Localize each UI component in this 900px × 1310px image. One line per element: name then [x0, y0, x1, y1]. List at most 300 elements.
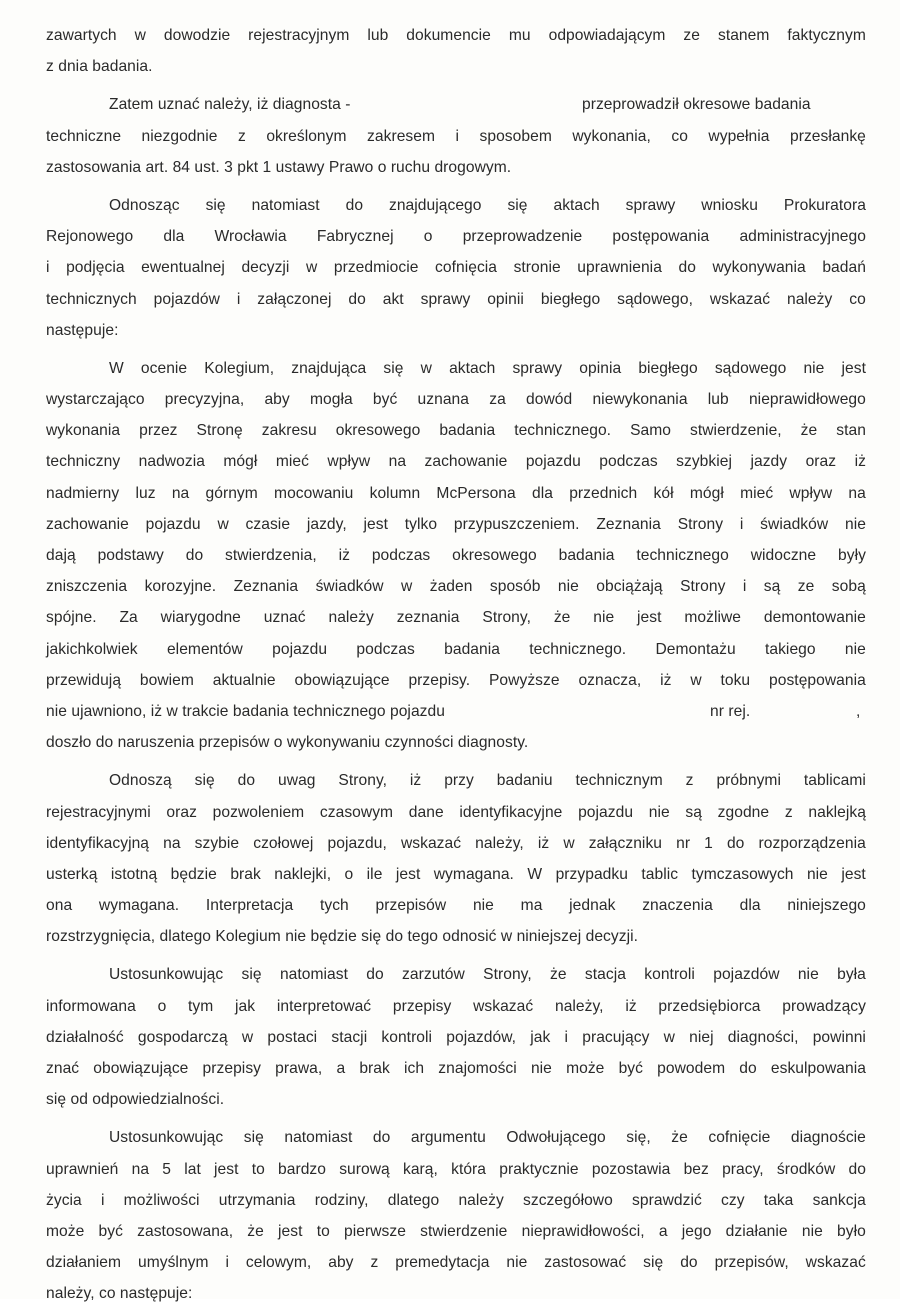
word: rodziny,	[314, 1191, 369, 1209]
word: luz	[135, 484, 156, 502]
word: dowodzie	[163, 27, 231, 44]
paragraph	[46, 20, 866, 82]
word: a	[658, 1222, 668, 1240]
word: z	[237, 127, 246, 145]
text-segment: nie ujawniono, iż w trakcie badania technicznego pojazdu	[46, 702, 445, 720]
word: na	[388, 453, 407, 471]
word: Strony,	[338, 772, 388, 790]
text-line	[46, 540, 866, 571]
word: stwierdzenie,	[690, 422, 782, 440]
word: o	[344, 865, 354, 883]
paragraph	[46, 190, 866, 346]
word: postaci	[267, 1028, 318, 1046]
word: się	[194, 772, 215, 790]
word: i	[564, 1028, 569, 1046]
word: może	[566, 1060, 605, 1077]
word: w	[400, 578, 413, 596]
word: środków	[776, 1160, 836, 1178]
word: uznana	[417, 391, 470, 409]
word: przesłankę	[789, 127, 866, 145]
word: opinii	[487, 290, 524, 308]
word: tym	[188, 997, 214, 1015]
word: lub	[367, 27, 389, 44]
word: nieprawidłowości,	[521, 1222, 645, 1240]
word: aby	[328, 1254, 354, 1272]
word: nadwozia	[138, 453, 205, 471]
word: że	[550, 966, 567, 984]
word: możliwości	[123, 1191, 200, 1209]
word: w	[563, 834, 575, 852]
word: opinia	[579, 359, 622, 377]
word: administracyjnego	[739, 228, 866, 246]
word: elementów	[166, 640, 243, 658]
text-segment: ,	[856, 702, 861, 720]
word: mógł	[689, 484, 724, 502]
word: świadków	[760, 515, 829, 533]
word: gospodarczą	[137, 1028, 228, 1046]
word: iż	[854, 453, 866, 471]
word: Zeznania	[233, 578, 299, 596]
word: być	[98, 1222, 123, 1240]
word: podjęcia	[66, 259, 125, 277]
word: W	[527, 865, 543, 883]
word: mieć	[275, 453, 309, 471]
paragraph	[46, 765, 866, 952]
text-segment: przeprowadził okresowe badania	[582, 96, 811, 114]
word: nie	[844, 640, 866, 658]
word: podczas	[356, 640, 415, 658]
word: przepisy	[202, 1060, 262, 1077]
word: nie	[593, 609, 615, 627]
paragraph-gap	[46, 82, 866, 89]
word: szczegółowo	[523, 1191, 613, 1209]
word: pojazdów	[713, 966, 780, 984]
word: się	[243, 1129, 264, 1147]
word: badaniu	[496, 772, 553, 790]
word: Prokuratora	[783, 196, 866, 214]
word: takiego	[764, 640, 816, 658]
word: wykonania	[46, 422, 121, 440]
text-line	[46, 353, 866, 384]
word: czołowej	[253, 834, 314, 852]
word: zachowanie	[424, 453, 508, 471]
word: wiarygodne	[160, 609, 241, 627]
word: prowadzący	[782, 997, 866, 1015]
text-line	[46, 797, 866, 828]
text-segment: nr rej.	[710, 702, 751, 720]
word: próbnymi	[716, 772, 781, 790]
word: do	[726, 834, 745, 852]
word: nr	[676, 834, 691, 852]
word: w	[690, 671, 702, 689]
text-line: z dnia badania.	[46, 58, 153, 76]
word: zastosować	[544, 1254, 627, 1272]
word: jest	[278, 1222, 303, 1240]
word: ewentualnej	[141, 259, 225, 277]
word: aktualnie	[212, 671, 276, 689]
word: nieprawidłowego	[748, 391, 866, 409]
word: tylko	[404, 515, 438, 533]
word: Strony	[677, 515, 724, 533]
word: należy	[328, 609, 374, 627]
word: okresowego	[335, 422, 421, 440]
word: należy,	[475, 834, 524, 852]
word: jazdy	[750, 453, 788, 471]
word: do	[185, 547, 204, 564]
word: uprawnień	[46, 1160, 119, 1178]
word: Samo	[630, 422, 672, 440]
word: na	[171, 484, 190, 502]
word: nadmierny	[46, 484, 120, 502]
word: sprawy	[420, 290, 471, 308]
word: pojazdu	[578, 803, 634, 821]
text-line	[46, 478, 866, 509]
word: pracy,	[722, 1160, 764, 1178]
word: iż	[660, 671, 672, 689]
word: nie	[806, 865, 828, 883]
text-line	[46, 991, 866, 1022]
word: ile	[366, 865, 383, 883]
word: widoczne	[750, 547, 817, 564]
word: przedmiocie	[333, 259, 419, 277]
text-line	[46, 1122, 866, 1153]
text-line	[46, 89, 866, 120]
word: sankcja	[812, 1191, 866, 1209]
word: o	[423, 228, 433, 246]
word: przeprowadzenie	[462, 228, 583, 246]
word: precyzyjna,	[164, 391, 245, 409]
word: się	[383, 359, 404, 377]
text-line	[46, 384, 866, 415]
text-line: zastosowania art. 84 ust. 3 pkt 1 ustawy Prawo o ruchu drogowym.	[46, 158, 512, 176]
word: ze	[683, 27, 700, 44]
word: istotną	[110, 865, 158, 883]
word: Strony,	[483, 966, 532, 984]
word: to	[251, 1160, 265, 1178]
word: z	[370, 1254, 379, 1272]
word: przewidują	[46, 671, 122, 689]
word: badania	[558, 547, 615, 564]
word: załączonej	[257, 290, 332, 308]
word: dla	[739, 897, 761, 915]
text-line	[46, 509, 866, 540]
word: do	[848, 1160, 866, 1178]
word: na	[131, 1160, 150, 1178]
word: a	[336, 1060, 346, 1077]
word: że	[553, 609, 571, 627]
word: ocenie	[140, 359, 188, 377]
word: technicznego.	[514, 422, 612, 440]
text-line	[46, 190, 866, 221]
word: pozwoleniem	[212, 803, 305, 821]
word: na	[163, 834, 181, 852]
word: górnym	[205, 484, 258, 502]
word: sprawy	[512, 359, 563, 377]
word: w	[241, 1028, 254, 1046]
word: jak	[235, 997, 256, 1015]
paragraph	[46, 1122, 866, 1309]
word: i	[739, 515, 744, 533]
word: biegłego	[638, 359, 698, 377]
word: przepisów,	[714, 1254, 789, 1272]
word: iż	[409, 772, 422, 790]
word: wymagana.	[98, 897, 180, 915]
word: bowiem	[139, 671, 194, 689]
word: iż	[625, 997, 637, 1015]
word: bardzo	[278, 1160, 326, 1178]
text-line	[46, 602, 866, 633]
word: zeznania	[396, 609, 460, 627]
word: badania	[439, 422, 496, 440]
word: interpretować	[276, 997, 372, 1015]
word: niej	[689, 1028, 714, 1046]
word: uwag	[278, 772, 316, 790]
word: Za	[119, 609, 138, 627]
word: Powyższe	[488, 671, 560, 689]
word: pozostawia	[591, 1160, 671, 1178]
word: przez	[139, 422, 178, 440]
text-line	[46, 696, 866, 727]
word: kontroli	[381, 1028, 433, 1046]
word: żaden	[429, 578, 473, 596]
word: decyzji	[241, 259, 290, 277]
word: natomiast	[284, 1129, 353, 1147]
word: zgodne	[717, 803, 770, 821]
word: zachowanie	[46, 515, 129, 533]
word: na	[848, 484, 866, 502]
word: tymczasowych	[691, 865, 794, 883]
word: pracujący	[582, 1028, 650, 1046]
word: umyślnym	[137, 1254, 209, 1272]
word: i	[46, 259, 50, 277]
word: rejestracyjnym	[248, 27, 350, 44]
text-segment: Zatem uznać należy, iż diagnosta -	[109, 96, 351, 114]
document-body	[46, 20, 866, 1310]
word: sposób	[489, 578, 541, 596]
text-line	[46, 890, 866, 921]
word: z	[784, 803, 793, 821]
word: to	[316, 1222, 330, 1240]
word: badania	[444, 640, 500, 658]
word: nie	[797, 966, 819, 984]
word: identyfikacyjną	[46, 834, 150, 852]
word: argumentu	[410, 1129, 486, 1147]
word: 1	[704, 834, 713, 852]
word: brak	[230, 865, 261, 883]
word: obowiązujące	[93, 1060, 189, 1077]
paragraph	[46, 959, 866, 1115]
word: i	[742, 578, 747, 596]
word: czasowym	[319, 803, 394, 821]
word: badań	[822, 259, 866, 277]
word: aktach	[449, 359, 496, 377]
word: niewykonania	[592, 391, 688, 409]
word: demontowanie	[763, 609, 866, 627]
word: technicznego.	[529, 640, 627, 658]
word: za	[489, 391, 506, 409]
word: przypadku	[555, 865, 628, 883]
text-line	[46, 571, 866, 602]
word: podstawy	[97, 547, 164, 564]
word: Rejonowego	[46, 228, 134, 246]
word: mieć	[740, 484, 774, 502]
word: okresowego	[452, 547, 537, 564]
word: i	[225, 1254, 229, 1272]
word: były	[838, 547, 866, 564]
text-line	[46, 1053, 866, 1084]
word: aby	[264, 391, 290, 409]
word: premedytacja	[395, 1254, 490, 1272]
word: utrzymania	[218, 1191, 296, 1209]
word: jakichkolwiek	[46, 640, 138, 658]
word: możliwe	[684, 609, 742, 627]
word: są	[685, 803, 702, 821]
word: ma	[520, 897, 543, 915]
word: natomiast	[251, 196, 320, 214]
word: diagnoście	[790, 1129, 866, 1147]
word: w	[663, 1028, 675, 1046]
text-line	[46, 121, 866, 152]
word: do	[348, 290, 366, 308]
word: oraz	[805, 453, 837, 471]
word: mogła	[309, 391, 353, 409]
word: stan	[836, 422, 866, 440]
word: działalność	[46, 1028, 124, 1046]
word: prawa,	[275, 1060, 323, 1077]
word: spójne.	[46, 609, 97, 627]
word: sposobem	[479, 127, 552, 145]
word: jest	[637, 609, 662, 627]
word: w	[306, 259, 318, 277]
word: jest	[214, 1160, 239, 1178]
word: dokumencie	[406, 27, 491, 44]
word: nie	[648, 803, 670, 821]
word: należy	[786, 290, 833, 308]
word: W	[109, 359, 124, 377]
word: w	[420, 359, 432, 377]
text-line	[46, 665, 866, 696]
text-line	[46, 252, 866, 283]
word: pojazdów,	[446, 1028, 517, 1046]
text-line: następuje:	[46, 321, 119, 339]
word: podczas	[599, 453, 658, 471]
word: jednak	[569, 897, 616, 915]
word: sprawdzić	[632, 1191, 702, 1209]
word: akt	[382, 290, 404, 308]
word: postępowania	[612, 228, 710, 246]
word: co	[671, 127, 688, 145]
word: Stronę	[196, 422, 243, 440]
word: do	[680, 1254, 698, 1272]
word: zakresu	[261, 422, 317, 440]
word: dane	[408, 803, 444, 821]
word: oraz	[166, 803, 197, 821]
text-line	[46, 1216, 866, 1247]
word: do	[372, 1129, 391, 1147]
word: podczas	[371, 547, 431, 564]
word: Ustosunkowując	[109, 966, 224, 984]
text-line	[46, 828, 866, 859]
word: bez	[683, 1160, 709, 1178]
word: jest	[841, 865, 866, 883]
word: jak	[530, 1028, 551, 1046]
word: przypuszczeniem.	[453, 515, 580, 533]
word: kontroli	[644, 966, 695, 984]
text-line	[46, 415, 866, 446]
word: nie	[844, 515, 866, 533]
word: świadków	[315, 578, 384, 596]
word: stanem	[717, 27, 770, 44]
word: działaniem	[46, 1254, 122, 1272]
text-line	[46, 1154, 866, 1185]
word: z	[685, 772, 694, 790]
word: powinni	[812, 1028, 866, 1046]
word: sprawy	[625, 196, 676, 214]
word: do	[739, 1060, 757, 1077]
paragraph-gap	[46, 758, 866, 765]
word: nie	[472, 897, 494, 915]
word: stwierdzenie	[420, 1222, 508, 1240]
word: nie	[530, 1060, 552, 1077]
word: cofnięcia	[435, 259, 498, 277]
word: się	[241, 966, 262, 984]
word: pojazdu,	[327, 834, 387, 852]
paragraph	[46, 89, 866, 183]
word: lat	[184, 1160, 201, 1178]
word: ona	[46, 897, 73, 915]
word: do	[345, 196, 364, 214]
word: mógł	[223, 453, 258, 471]
word: rozporządzenia	[758, 834, 866, 852]
word: wymagana.	[433, 865, 514, 883]
word: rejestracyjnymi	[46, 803, 151, 821]
word: naklejki,	[274, 865, 332, 883]
text-line	[46, 634, 866, 665]
word: naklejką	[808, 803, 866, 821]
word: wskazać	[473, 997, 534, 1015]
word: że	[247, 1222, 264, 1240]
word: ze	[797, 578, 815, 596]
word: toku	[720, 671, 751, 689]
word: do	[237, 772, 256, 790]
word: Kolegium,	[204, 359, 275, 377]
word: jego	[681, 1222, 712, 1240]
word: Interpretacja	[205, 897, 294, 915]
word: działanie	[725, 1222, 788, 1240]
word: czy	[721, 1191, 745, 1209]
text-line: należy, co następuje:	[46, 1285, 193, 1303]
text-line	[46, 284, 866, 315]
word: być	[372, 391, 398, 409]
word: oznacza,	[578, 671, 642, 689]
word: Odwołującego	[506, 1129, 606, 1147]
word: nie	[803, 359, 825, 377]
word: zastosowana,	[137, 1222, 234, 1240]
word: było	[837, 1222, 866, 1240]
text-line: się od odpowiedzialności.	[46, 1091, 225, 1109]
word: dla	[163, 228, 185, 246]
word: życia	[46, 1191, 82, 1209]
word: sądowego	[714, 359, 787, 377]
word: technicznym	[575, 772, 663, 790]
word: wpływ	[327, 453, 371, 471]
word: należy	[458, 1191, 504, 1209]
word: przednich	[569, 484, 638, 502]
word: która	[451, 1160, 487, 1178]
text-line	[46, 1185, 866, 1216]
word: znajomości	[438, 1060, 517, 1077]
word: technicznych	[46, 290, 137, 308]
